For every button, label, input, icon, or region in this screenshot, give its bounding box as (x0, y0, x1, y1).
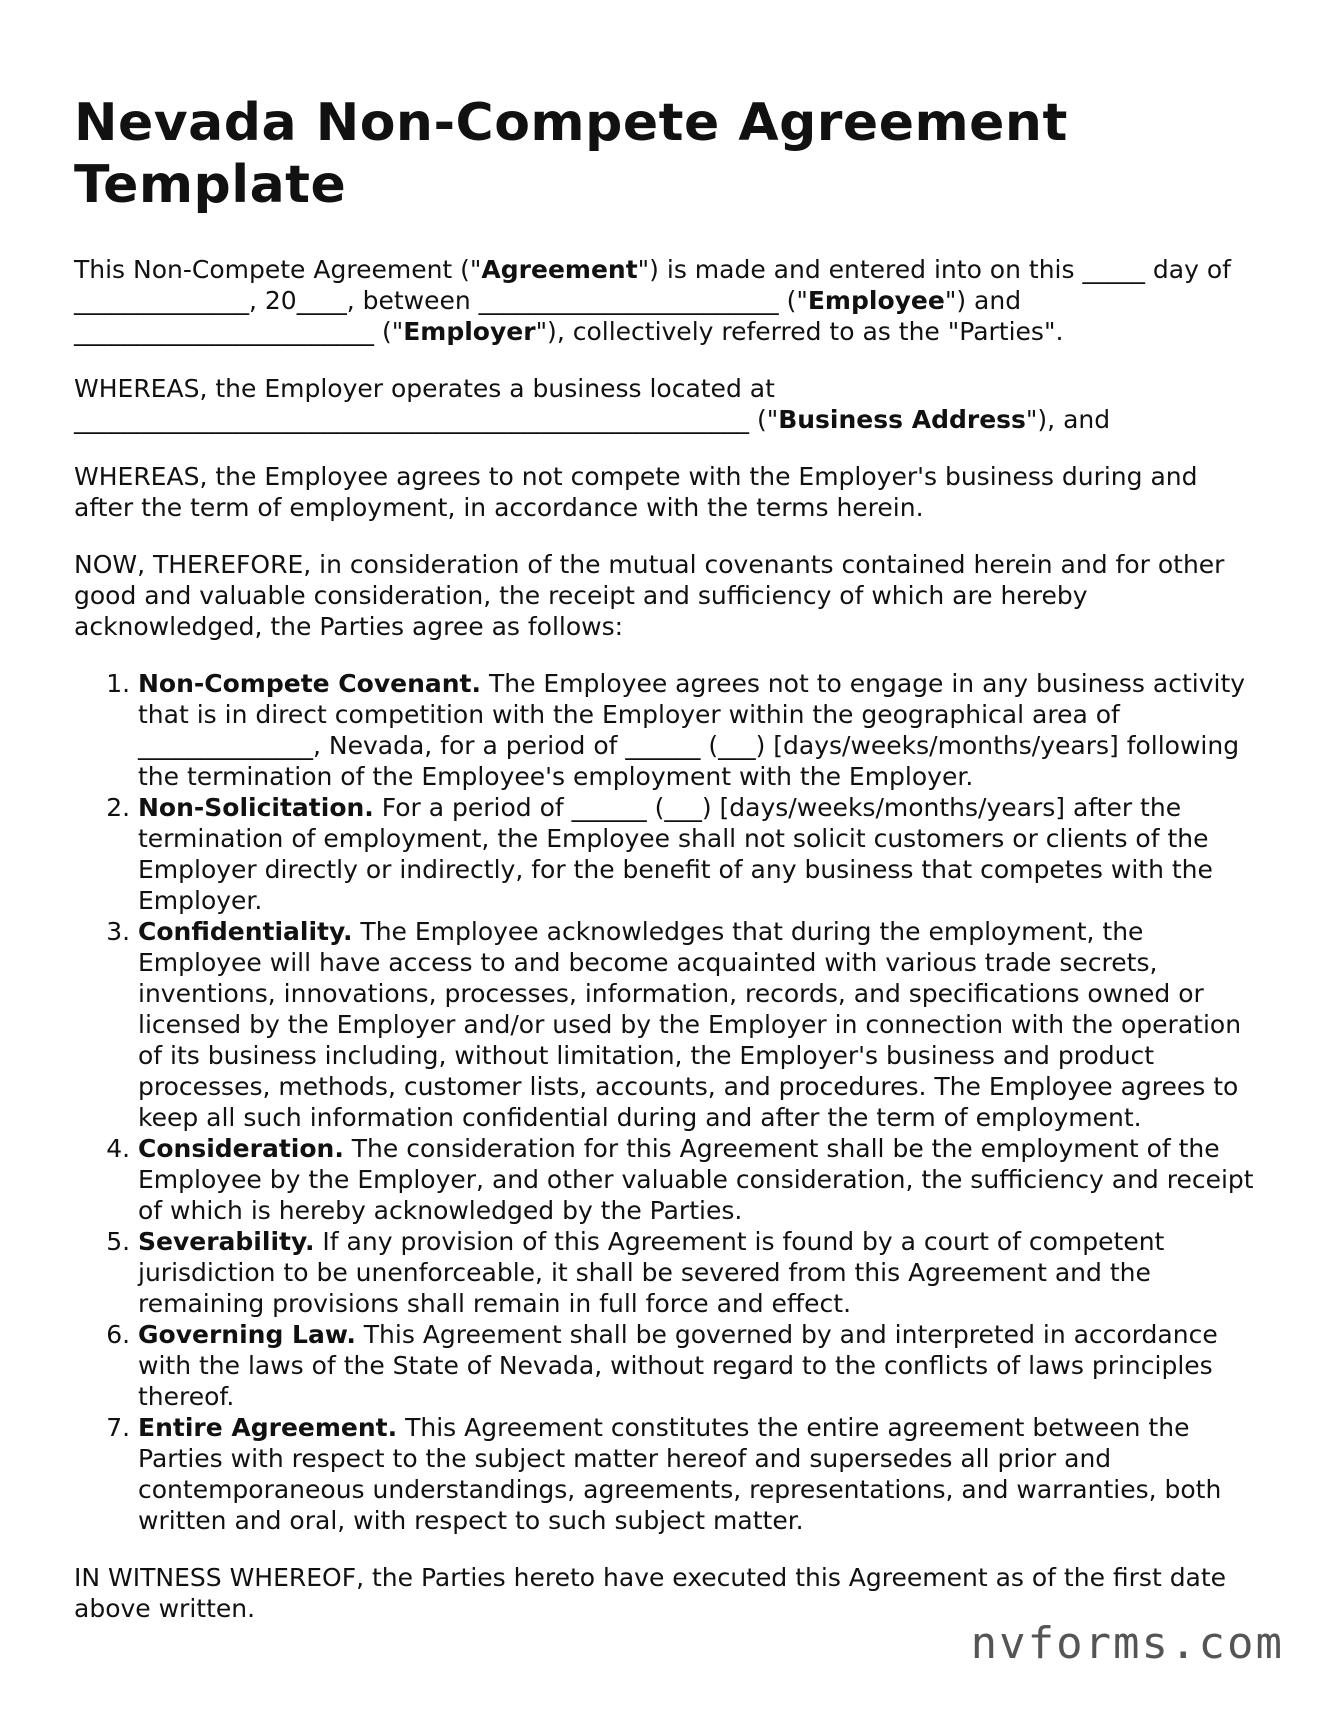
whereas1-text-2: "), and (1025, 405, 1111, 434)
clause-text: The Employee agrees not to engage in any business activity that is in direct competition with the Employer within the geographical area of ______________, Nevada, for a period of ______ (___) [days/weeks/months/years] following the termination of the Employee's employment with the Employer. (138, 669, 1246, 791)
now-therefore-paragraph: NOW, THEREFORE, in consideration of the mutual covenants contained herein and for other good and valuable consideration, the receipt and sufficiency of which are hereby acknowledged, the Parties agree as follows: (74, 550, 1225, 641)
clause-text: This Agreement constitutes the entire agreement between the Parties with respect to the subject matter hereof and supersedes all prior and contemporaneous understandings, agreements, representations, and warranties, both written and oral, with respect to such subject matter. (138, 1413, 1222, 1535)
witness-paragraph: IN WITNESS WHEREOF, the Parties hereto have executed this Agreement as of the first date above written. (74, 1563, 1227, 1623)
clause-heading: Entire Agreement. (138, 1413, 398, 1442)
whereas-business-address (74, 373, 1254, 435)
intro-text-3: ") and ________________________ (" (74, 286, 1022, 346)
clause-consideration (138, 1133, 1254, 1226)
clause-text: For a period of ______ (___) [days/weeks/months/years] after the termination of employment, the Employee shall not solicit customers or clients of the Employer directly or indirectly, for the benefit of any business that competes with the Employer. (138, 793, 1213, 915)
site-watermark: nvforms.com (970, 1618, 1284, 1669)
intro-text-4: "), collectively referred to as the "Parties". (535, 317, 1064, 346)
clause-non-compete (138, 668, 1254, 792)
clause-text: If any provision of this Agreement is found by a court of competent jurisdiction to be unenforceable, it shall be severed from this Agreement and the remaining provisions shall remain in full force and effect. (138, 1227, 1165, 1318)
clause-non-solicitation (138, 792, 1254, 916)
intro-paragraph (74, 254, 1254, 347)
document-title: Nevada Non-Compete Agreement Template (74, 93, 1068, 215)
whereas1-text-1: WHEREAS, the Employer operates a business located at ______________________________________________________ (" (74, 374, 779, 434)
clause-text: The Employee acknowledges that during the employment, the Employee will have access to and become acquainted with various trade secrets, inventions, innovations, processes, information, records, and specifications owned or licensed by the Employer and/or used by the Employer in connection with the operation of its business including, without limitation, the Employer's business and product processes, methods, customer lists, accounts, and procedures. The Employee agrees to keep all such information confidential during and after the term of employment. (138, 917, 1242, 1132)
clause-heading: Non-Compete Covenant. (138, 669, 481, 698)
intro-text-2: ") is made and entered into on this _____ day of ______________, 20____, between ________________________ (" (74, 255, 1231, 315)
intro-term-employee: Employee (807, 286, 945, 315)
clause-heading: Severability. (138, 1227, 315, 1256)
intro-text-1: This Non-Compete Agreement (" (74, 255, 482, 284)
clause-confidentiality (138, 916, 1254, 1133)
whereas-not-compete: WHEREAS, the Employee agrees to not compete with the Employer's business during and after the term of employment, in accordance with the terms herein. (74, 462, 1198, 522)
clause-governing-law (138, 1319, 1254, 1412)
document-page (74, 92, 1254, 1650)
clause-heading: Confidentiality. (138, 917, 353, 946)
clause-list (74, 668, 1254, 1536)
clause-heading: Consideration. (138, 1134, 344, 1163)
intro-term-employer: Employer (403, 317, 536, 346)
clause-text: This Agreement shall be governed by and interpreted in accordance with the laws of the State of Nevada, without regard to the conflicts of laws principles thereof. (138, 1320, 1218, 1411)
clause-heading: Non-Solicitation. (138, 793, 374, 822)
whereas1-term-business-address: Business Address (778, 405, 1026, 434)
clause-entire-agreement (138, 1412, 1254, 1536)
clause-heading: Governing Law. (138, 1320, 356, 1349)
clause-text: The consideration for this Agreement shall be the employment of the Employee by the Employer, and other valuable consideration, the sufficiency and receipt of which is hereby acknowledged by the Parties. (138, 1134, 1254, 1225)
intro-term-agreement: Agreement (481, 255, 638, 284)
clause-severability (138, 1226, 1254, 1319)
